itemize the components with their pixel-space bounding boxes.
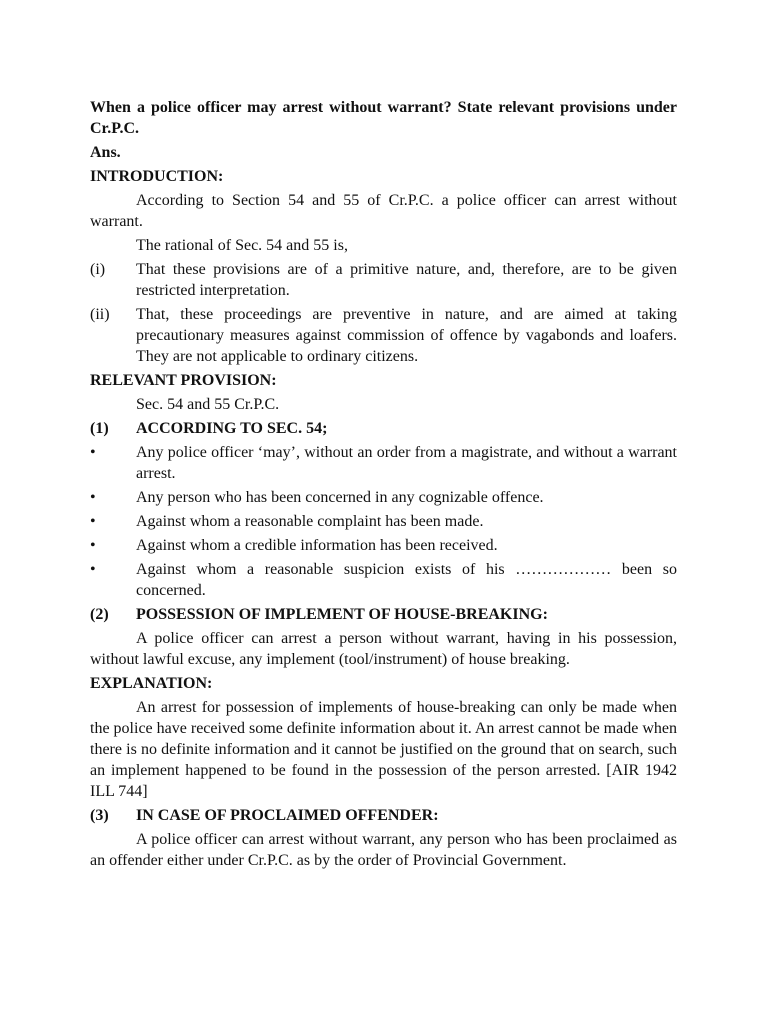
section-3-paragraph: A police officer can arrest without warrant, any person who has been proclaimed as an offender either under Cr.P.C. as by the order of Provincial Government. (90, 831, 677, 869)
rational-line: The rational of Sec. 54 and 55 is, (136, 237, 348, 254)
section-1-heading (90, 418, 677, 439)
section-marker: (1) (90, 420, 109, 437)
relevant-provision-line: Sec. 54 and 55 Cr.P.C. (136, 396, 280, 413)
bullet-item (90, 535, 677, 556)
bullet-icon: • (90, 444, 96, 461)
section-3-heading (90, 805, 677, 826)
introduction-heading: INTRODUCTION: (90, 168, 224, 185)
intro-paragraph: According to Section 54 and 55 of Cr.P.C. a police officer can arrest without warrant. (90, 192, 677, 230)
explanation-heading: EXPLANATION: (90, 675, 213, 692)
bullet-text: Any person who has been concerned in any cognizable offence. (136, 489, 544, 506)
list-marker: (i) (90, 261, 106, 278)
list-marker: (ii) (90, 306, 110, 323)
bullet-text: Against whom a reasonable complaint has been made. (136, 513, 484, 530)
bullet-text: Against whom a reasonable suspicion exists of his ……………… been so concerned. (136, 561, 677, 599)
list-item-text: That, these proceedings are preventive in nature, and are aimed at taking precautionary measures against commission of offence by vagabonds and loafers. They are not applicable to ordinary citizens. (136, 306, 677, 365)
bullet-icon: • (90, 537, 96, 554)
bullet-item (90, 559, 677, 601)
answer-label: Ans. (90, 144, 121, 161)
list-item-text: That these provisions are of a primitive nature, and, therefore, are to be given restricted interpretation. (136, 261, 677, 299)
section-title: IN CASE OF PROCLAIMED OFFENDER: (136, 807, 439, 824)
bullet-item (90, 442, 677, 484)
section-marker: (2) (90, 606, 109, 623)
explanation-paragraph: An arrest for possession of implements of house-breaking can only be made when the police have received some definite information about it. An arrest cannot be made when there is no definite information and it cannot be justified on the ground that on search, such an implement happened to be found in the possession of the person arrested. [AIR 1942 ILL 744] (90, 699, 677, 800)
section-title: POSSESSION OF IMPLEMENT OF HOUSE-BREAKING: (136, 606, 548, 623)
section-2-paragraph: A police officer can arrest a person without warrant, having in his possession, without lawful excuse, any implement (tool/instrument) of house breaking. (90, 630, 677, 668)
bullet-icon: • (90, 513, 96, 530)
relevant-provision-heading: RELEVANT PROVISION: (90, 372, 277, 389)
bullet-item (90, 511, 677, 532)
bullet-icon: • (90, 489, 96, 506)
bullet-icon: • (90, 561, 96, 578)
rational-item (90, 304, 677, 367)
bullet-text: Any police officer ‘may’, without an order from a magistrate, and without a warrant arrest. (136, 444, 677, 482)
section-2-heading (90, 604, 677, 625)
bullet-item (90, 487, 677, 508)
question-heading: When a police officer may arrest without warrant? State relevant provisions under Cr.P.C. (90, 99, 677, 137)
section-title: ACCORDING TO SEC. 54; (136, 420, 328, 437)
section-marker: (3) (90, 807, 109, 824)
rational-item (90, 259, 677, 301)
document-page (90, 97, 677, 874)
bullet-text: Against whom a credible information has been received. (136, 537, 498, 554)
